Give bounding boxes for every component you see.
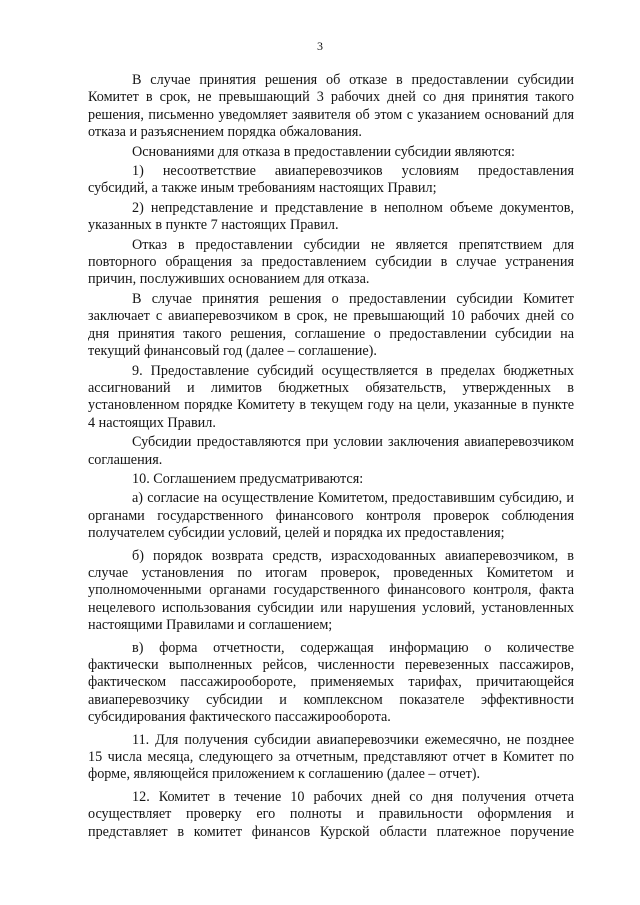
paragraph-subsidy-condition: Субсидии предоставляются при условии заключения авиаперевозчиком соглашения.: [88, 434, 574, 468]
paragraph-item-12: 12. Комитет в течение 10 рабочих дней со дня получения отчета осуществляет проверку его полноты и правильности оформления и представляет в комитет финансов Курской области платежное поручение: [88, 788, 574, 840]
paragraph-refusal-notice: В случае принятия решения об отказе в предоставлении субсидии Комитет в срок, не превышающий 3 рабочих дней со дня принятия такого решения, письменно уведомляет заявителя об этом с указанием оснований для отказа и разъяснением порядка обжалования.: [88, 72, 574, 141]
document-body: [88, 72, 574, 843]
paragraph-refusal-not-obstacle: Отказ в предоставлении субсидии не является препятствием для повторного обращения за предоставлением субсидии в случае устранения причин, послуживших основанием для отказа.: [88, 236, 574, 288]
page-number: 3: [317, 39, 323, 53]
paragraph-item-10a: а) согласие на осуществление Комитетом, предоставившим субсидию, и органами государственного финансового контроля проверок соблюдения получателем субсидии условий, целей и порядка их предоставления;: [88, 490, 574, 542]
paragraph-item-11: 11. Для получения субсидии авиаперевозчики ежемесячно, не позднее 15 числа месяца, следующего за отчетным, представляют отчет в Комитет по форме, являющейся приложением к соглашению (далее – отчет).: [88, 731, 574, 783]
paragraph-item-10: 10. Соглашением предусматриваются:: [132, 470, 364, 487]
paragraph-item-10c: в) форма отчетности, содержащая информацию о количестве фактически выполненных рейсов, численности перевезенных пассажиров, фактическом пассажирообороте, применяемых тарифах, причитающейся авиаперевозчику субсидии и комплексном показателе эффективности субсидирования фактического пассажирооборота.: [88, 639, 574, 726]
paragraph-item-10b: б) порядок возврата средств, израсходованных авиаперевозчиком, в случае установления по итогам проверок, проведенных Комитетом и уполномоченными органами государственного финансового контроля, факта нецелевого использования субсидии или нарушения условий, установленных настоящими Правилами и соглашением;: [88, 547, 574, 634]
paragraph-refusal-grounds: Основаниями для отказа в предоставлении субсидии являются:: [132, 143, 515, 160]
paragraph-item-9: 9. Предоставление субсидий осуществляется в пределах бюджетных ассигнований и лимитов бюджетных обязательств, утвержденных в установленном порядке Комитету в текущем году на цели, указанные в пункте 4 настоящих Правил.: [88, 362, 574, 431]
paragraph-ground-1: 1) несоответствие авиаперевозчиков условиям предоставления субсидий, а также иным требованиям настоящих Правил;: [88, 163, 574, 197]
paragraph-agreement-conclusion: В случае принятия решения о предоставлении субсидии Комитет заключает с авиаперевозчиком в срок, не превышающий 10 рабочих дней со дня принятия такого решения, соглашение о предоставлении субсидии на текущий финансовый год (далее – соглашение).: [88, 290, 574, 360]
paragraph-ground-2: 2) непредставление и представление в неполном объеме документов, указанных в пункте 7 настоящих Правил.: [88, 199, 574, 234]
